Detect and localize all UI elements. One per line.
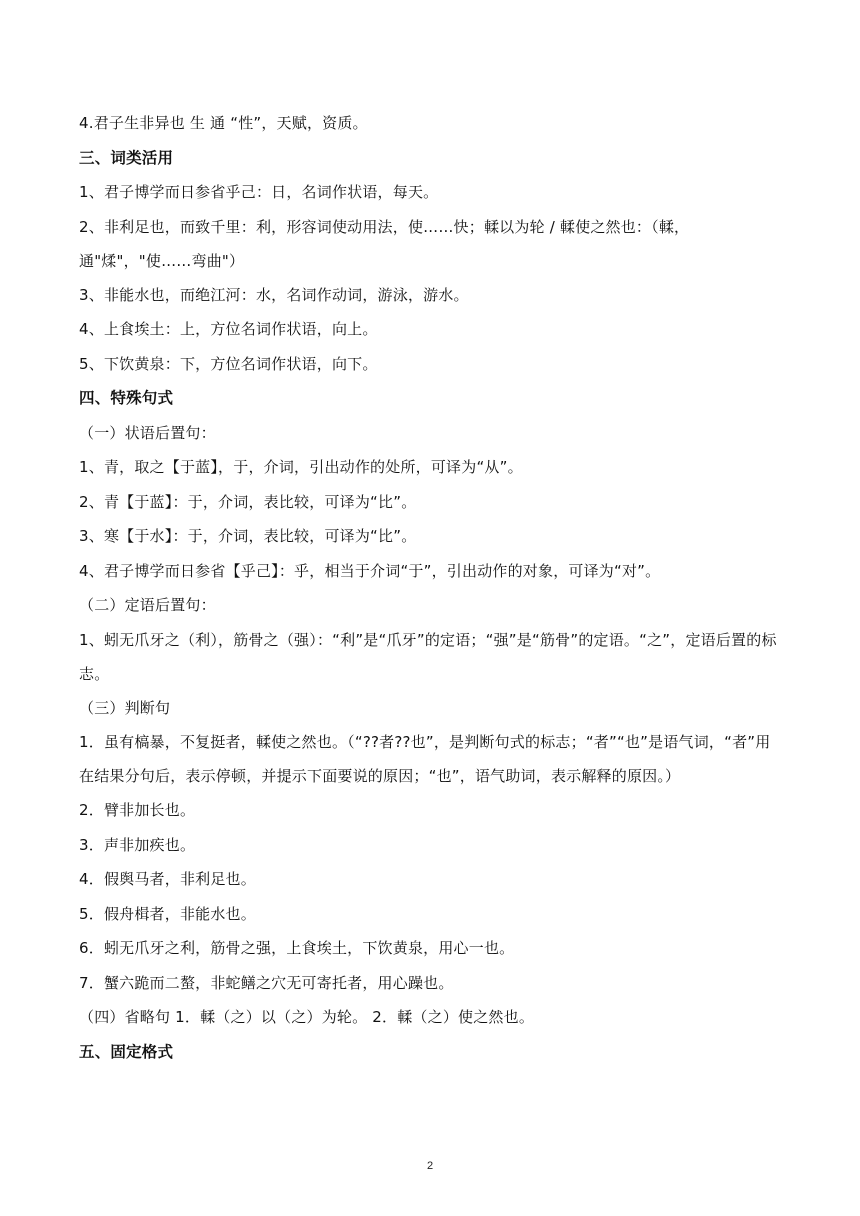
text-line: 2、非利足也，而致千里：利，形容词使动用法，使……快；輮以为轮 / 輮使之然也：（輮，通"煣"，"使……弯曲"） [79, 217, 690, 270]
text-line: 2．臂非加长也。 [79, 801, 196, 819]
text-line: 1、君子博学而日参省乎己：日，名词作状语，每天。 [79, 183, 439, 201]
document-body [79, 106, 784, 1069]
section-heading-3: 三、词类活用 [79, 148, 174, 167]
text-line: 1、青，取之【于蓝】，于，介词，引出动作的处所，可译为“从”。 [79, 458, 523, 476]
subsection-heading: （二）定语后置句： [79, 596, 216, 614]
text-line: 5、下饮黄泉：下，方位名词作状语，向下。 [79, 354, 378, 373]
text-line: 5．假舟楫者，非能水也。 [79, 904, 256, 923]
subsection-heading: （一）状语后置句： [79, 423, 216, 442]
text-line: （四）省略句 1．輮（之）以（之）为轮。 2．輮（之）使之然也。 [79, 1008, 535, 1026]
section-heading-5: 五、固定格式 [79, 1042, 174, 1061]
text-line: 6．蚓无爪牙之利，筋骨之强，上食埃土，下饮黄泉，用心一也。 [79, 939, 515, 957]
text-line: 3、非能水也，而绝江河：水，名词作动词，游泳，游水。 [79, 285, 469, 304]
page-number: 2 [426, 1160, 434, 1172]
text-line: 3．声非加疾也。 [79, 835, 196, 854]
text-line: 7．蟹六跪而二螯，非蛇鳝之穴无可寄托者，用心躁也。 [79, 973, 454, 992]
text-line: 4、君子博学而日参省【乎己】：乎，相当于介词“于”，引出动作的对象，可译为“对”。 [79, 561, 661, 580]
text-line: 4.君子生非异也 生 通 “性”，天赋，资质。 [79, 114, 368, 132]
text-line: 3、寒【于水】：于，介词，表比较，可译为“比”。 [79, 527, 417, 545]
text-line: 1、蚓无爪牙之（利），筋骨之（强）：“利”是“爪牙”的定语；“强”是“筋骨”的定语。“之”，定语后置的标志。 [79, 630, 777, 683]
text-line: 2、青【于蓝】：于，介词，表比较，可译为“比”。 [79, 492, 417, 511]
text-line: 1．虽有槁暴，不复挺者，輮使之然也。（“??者??也”，是判断句式的标志；“者”“也”是语气词，“者”用在结果分句后，表示停顿，并提示下面要说的原因；“也”，语气助词，表示解释的原因。） [79, 733, 771, 785]
text-line: 4、上食埃土：上，方位名词作状语，向上。 [79, 320, 378, 338]
subsection-heading: （三）判断句 [79, 698, 171, 717]
section-heading-4: 四、特殊句式 [79, 389, 174, 407]
text-line: 4．假舆马者，非利足也。 [79, 870, 256, 888]
